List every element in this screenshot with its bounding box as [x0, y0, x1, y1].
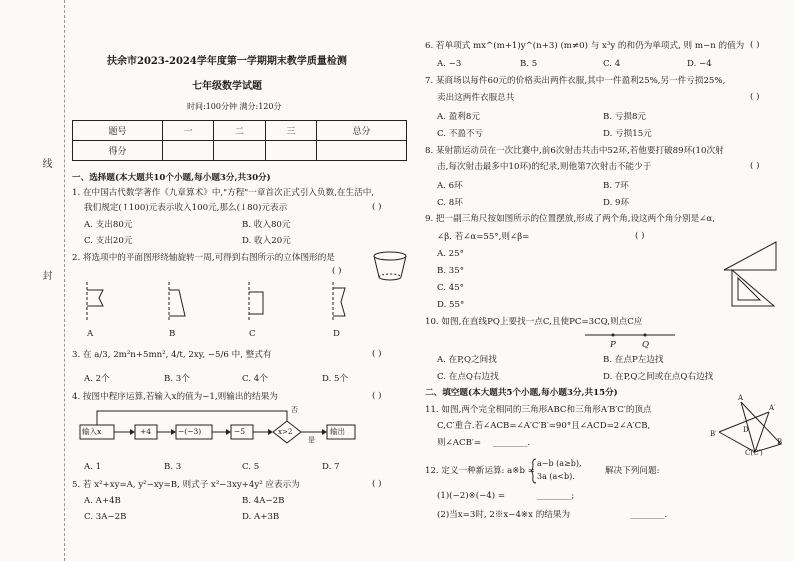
option-b: B. 7环	[603, 181, 629, 191]
q2-stem: 2. 将选项中的平面图形绕轴旋转一周,可得到右图所示的立体图形的是	[72, 253, 335, 263]
q3-stem: 3. 在 a/3, 2m²n+5mn², 4/t, 2xy, −5/6 中, 整式有	[72, 350, 272, 360]
q11-stem: C,C′重合.若∠ACB=∠A′C′B′=90°且∠ACD=2∠A′CB,	[437, 421, 651, 431]
option-b: B. 3个	[164, 374, 190, 384]
option-a: A. −3	[437, 59, 462, 69]
point-q-label: Q	[642, 340, 650, 350]
answer-paren: ( )	[332, 266, 342, 276]
margin-mark-line: 线	[40, 158, 51, 168]
option-a: A. 支出80元	[84, 220, 133, 230]
q11-stem: 11. 如图,两个完全相同的三角形ABC和三角形A′B′C′的顶点	[425, 405, 652, 415]
answer-paren: ( )	[750, 161, 760, 171]
option-b: B. 亏损8元	[603, 112, 647, 122]
score-table	[72, 120, 407, 161]
flow-yes-label: 是	[308, 436, 315, 444]
label-d: D	[743, 426, 749, 434]
option-a: A. 1	[84, 462, 102, 472]
option-c: C. 45°	[437, 283, 464, 293]
score-cell	[265, 141, 316, 161]
q12-stem-post: 解决下列问题:	[605, 466, 660, 476]
score-table-row	[73, 121, 407, 141]
flow-input: 输入x	[82, 427, 102, 436]
option-d: D. −4	[687, 59, 712, 69]
option-d: D. 5个	[322, 374, 349, 384]
option-d: D. A+3B	[242, 512, 280, 522]
answer-paren: ( )	[635, 231, 645, 241]
option-a: A. 25°	[437, 249, 464, 259]
q7-stem: 7. 某商场以每件60元的价格卖出两件衣服,其中一件盈利25%,另一件亏损25%,	[425, 76, 726, 86]
brace-icon	[531, 458, 537, 484]
frustum-figure	[370, 250, 410, 282]
flow-no-label: 否	[291, 406, 298, 414]
label-c: C(C′)	[745, 449, 763, 457]
option-b: B. 5	[520, 59, 538, 69]
score-cell: 三	[265, 121, 316, 141]
q6-stem: 6. 若单项式 mx^(m+1)y^(n+3) (m≠0) 与 x³y 的和仍为单项式, 则 m−n 的值为	[425, 41, 745, 51]
answer-paren: ( )	[372, 349, 382, 359]
answer-paren: ( )	[372, 391, 382, 401]
q1-stem: 我们规定(↑100)元表示收入100元,那么(↓80)元表示	[84, 203, 288, 213]
option-a: A. 2个	[84, 374, 110, 384]
q12-part1-blank[interactable]: ________;	[537, 491, 575, 501]
q12-case2: 3a (a<b).	[537, 472, 575, 481]
option-c-shape	[249, 282, 263, 322]
q9-stem: 9. 把一副三角尺按如图所示的位置摆放,形成了两个角,设这两个角分别是∠α,	[425, 214, 715, 224]
q10-stem: 10. 如图,在直线PQ上要找一点C,且使PC=3CQ,则点C应	[425, 317, 643, 327]
option-b-shape	[169, 282, 185, 322]
option-c: C	[249, 329, 256, 339]
q7-stem: 卖出这两件衣服总共	[437, 93, 515, 103]
option-d: D	[333, 329, 340, 339]
option-c: C. 不盈不亏	[437, 129, 484, 139]
exam-title: 七年级数学试题	[192, 81, 262, 92]
score-cell	[162, 141, 213, 161]
option-d: D. 收入20元	[242, 236, 291, 246]
score-cell: 总分	[317, 121, 407, 141]
answer-paren: ( )	[372, 202, 382, 212]
flow-sub5: −5	[234, 427, 246, 436]
answer-paren: ( )	[750, 40, 760, 50]
option-c: C. 支出20元	[84, 236, 133, 246]
option-b: B. 收入80元	[242, 220, 291, 230]
q8-stem: 击,每次射击最多中10环)的纪录,则他第7次射击不能少于	[437, 162, 652, 172]
q2-options-figures	[77, 282, 397, 328]
option-d-shape	[333, 282, 345, 322]
score-cell: 题号	[73, 121, 163, 141]
margin-mark-seal: 封	[40, 270, 51, 280]
flow-add4: +4	[140, 427, 152, 436]
option-b: B. 3	[164, 462, 182, 472]
flow-sub-neg3: −(−3)	[178, 427, 202, 436]
option-a: A. 6环	[437, 181, 463, 191]
exam-meta: 时间:100分钟 满分:120分	[187, 102, 282, 111]
option-a: A. 盈利8元	[437, 112, 480, 122]
option-d: D. 在P,Q之间或在点Q右边找	[603, 372, 714, 382]
flow-output: 输出	[330, 427, 345, 436]
option-c: C. 3A−2B	[84, 512, 127, 522]
flow-condition: x>2	[278, 428, 293, 436]
label-b-prime: B′	[710, 430, 717, 438]
score-cell: 得分	[73, 141, 163, 161]
q5-stem: 5. 若 x²+xy=A, y²−xy=B, 则式子 x²−3xy+4y² 应表示为	[72, 480, 300, 490]
score-table-row	[73, 141, 407, 161]
option-c: C. 4	[603, 59, 621, 69]
option-c: C. 5	[242, 462, 260, 472]
score-cell	[317, 141, 407, 161]
section1-heading: 一、选择题(本大题共10个小题,每小题3分,共30分)	[72, 173, 271, 183]
q12-part1: (1)(−2)※(−4) =	[437, 491, 506, 501]
label-b: B	[777, 438, 783, 446]
triangle-rulers-figure	[720, 238, 780, 310]
option-b: B. 在点P左边找	[603, 355, 664, 365]
option-c: C. 4个	[242, 374, 268, 384]
option-b: B	[169, 329, 176, 339]
q8-stem: 8. 某射箭运动员在一次比赛中,前6次射击共击中52环,若他要打破89环(10次射	[425, 146, 724, 156]
option-a: A. 在P,Q之间找	[437, 355, 497, 365]
point-p-label: P	[610, 340, 616, 350]
q11-stem: 则∠ACB′=	[437, 438, 482, 448]
option-d: D. 亏损15元	[603, 129, 652, 139]
option-b: B. 35°	[437, 266, 465, 276]
q1-stem: 1. 在中国古代数学著作《九章算术》中,"方程"一章首次正式引入负数,在生活中,	[72, 188, 375, 198]
option-a-shape	[87, 282, 103, 322]
option-d: D. 9环	[603, 198, 630, 208]
pq-line-figure	[585, 330, 675, 340]
q4-stem: 4. 按图中程序运算,若输入x的值为−1,则输出的结果为	[72, 392, 278, 402]
label-a: A	[738, 394, 744, 402]
option-b: B. 4A−2B	[242, 496, 285, 506]
q9-stem: ∠β. 若∠α=55°,则∠β=	[437, 232, 530, 242]
q11-blank[interactable]: ________.	[493, 438, 531, 448]
answer-paren: ( )	[750, 92, 760, 102]
binding-margin	[0, 0, 65, 561]
answer-paren: ( )	[372, 479, 382, 489]
option-c: C. 8环	[437, 198, 463, 208]
q12-part2: (2)当x=3时, 2※x−4※x 的结果为	[437, 510, 571, 520]
score-cell: 二	[214, 121, 265, 141]
exam-header: 扶余市2023-2024学年度第一学期期末教学质量检测	[107, 56, 347, 67]
q12-part2-blank[interactable]: ________.	[630, 510, 668, 520]
q12-stem: 12. 定义一种新运算: a※b =	[425, 466, 535, 476]
label-a-prime: A′	[769, 404, 776, 412]
option-d: D. 55°	[437, 300, 465, 310]
option-a: A. A+4B	[84, 496, 121, 506]
score-cell	[214, 141, 265, 161]
option-a: A	[87, 329, 94, 339]
option-d: D. 7	[322, 462, 340, 472]
q12-case1: a−b (a≥b),	[537, 459, 582, 468]
option-c: C. 在点Q右边找	[437, 372, 499, 382]
section2-heading: 二、填空题(本大题共5个小题,每小题3分,共15分)	[425, 388, 618, 398]
score-cell: 一	[162, 121, 213, 141]
